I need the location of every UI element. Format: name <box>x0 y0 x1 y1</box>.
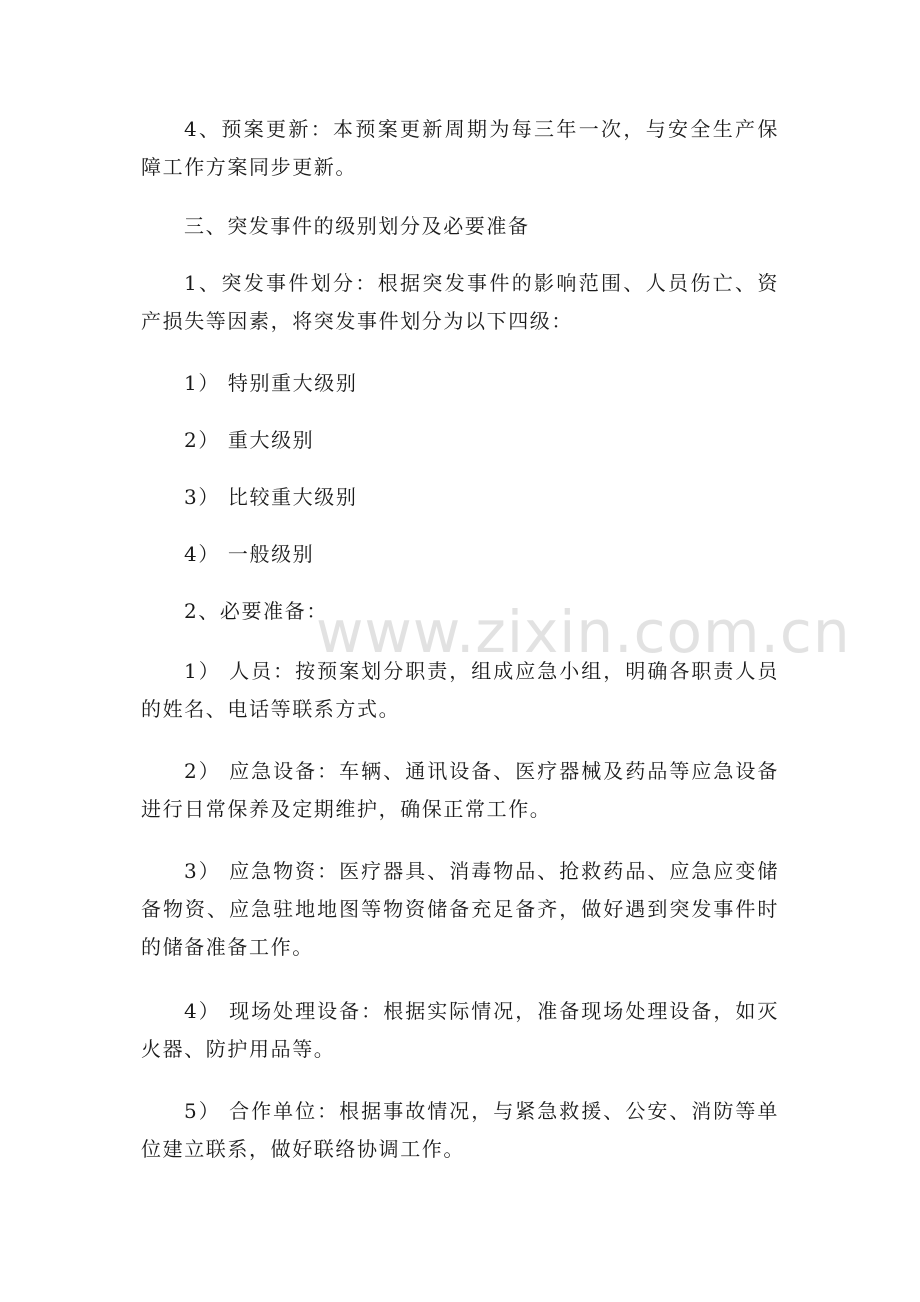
paragraph-onsite-equipment: 4） 现场处理设备：根据实际情况，准备现场处理设备，如灭火器、防护用品等。 <box>141 999 779 1061</box>
paragraph-emergency-equipment: 2） 应急设备：车辆、通讯设备、医疗器械及药品等应急设备进行日常保养及定期维护，确保正常工作。 <box>141 759 779 821</box>
list-item-level-4: 4） 一般级别 <box>184 542 315 566</box>
list-item-level-2: 2） 重大级别 <box>184 428 315 452</box>
subheading-preparation: 2、必要准备： <box>184 599 328 623</box>
list-item-level-1: 1） 特别重大级别 <box>184 371 358 395</box>
watermark-text: www.zixin.com.cn <box>316 598 851 666</box>
paragraph-emergency-supplies: 3） 应急物资：医疗器具、消毒物品、抢救药品、应急应变储备物资、应急驻地地图等物资储备充足备齐，做好遇到突发事件时的储备准备工作。 <box>141 859 779 959</box>
list-item-level-3: 3） 比较重大级别 <box>184 485 358 509</box>
paragraph-partner-units: 5） 合作单位：根据事故情况，与紧急救援、公安、消防等单位建立联系，做好联络协调工作。 <box>141 1099 779 1161</box>
paragraph-incident-classification: 1、突发事件划分：根据突发事件的影响范围、人员伤亡、资产损失等因素，将突发事件划分为以下四级： <box>141 271 779 333</box>
section-heading-incident-levels: 三、突发事件的级别划分及必要准备 <box>184 214 530 238</box>
paragraph-personnel: 1） 人员：按预案划分职责，组成应急小组，明确各职责人员的姓名、电话等联系方式。 <box>141 659 779 721</box>
paragraph-plan-update: 4、预案更新：本预案更新周期为每三年一次，与安全生产保障工作方案同步更新。 <box>141 117 779 179</box>
